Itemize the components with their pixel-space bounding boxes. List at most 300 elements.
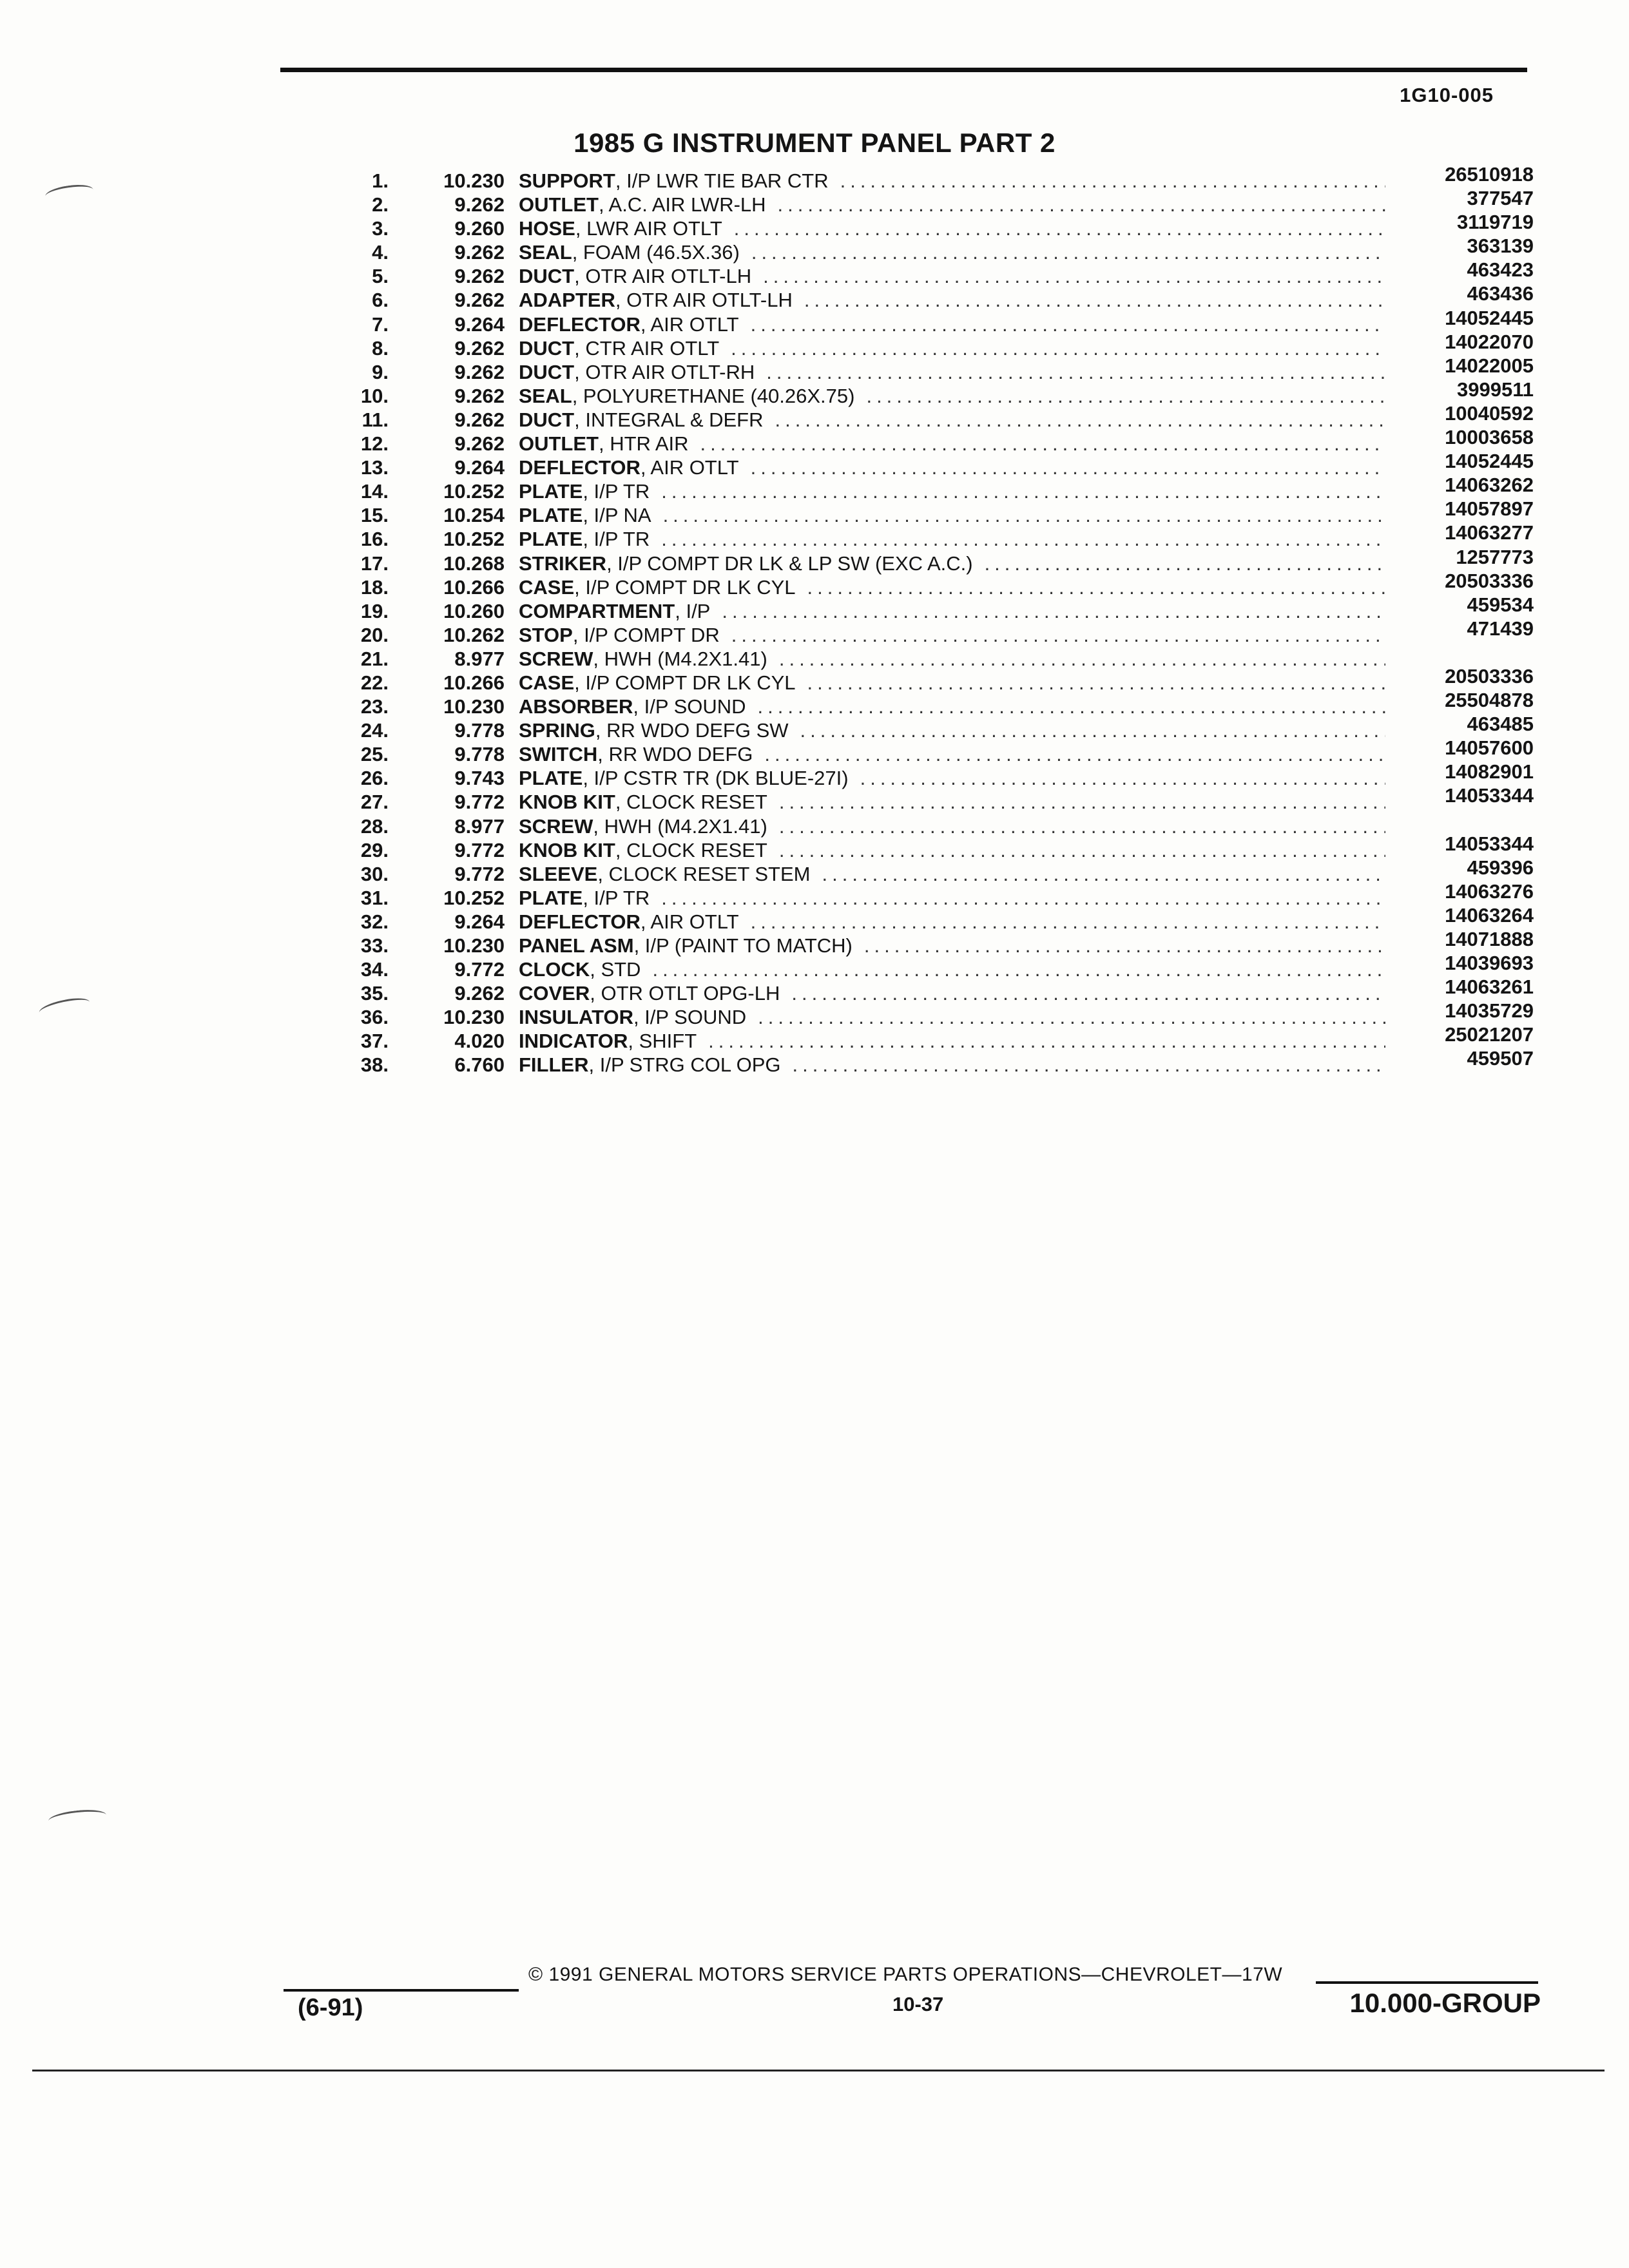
part-number: 20503336 (1445, 569, 1534, 592)
item-number: 1. (372, 169, 389, 192)
part-row (338, 856, 1534, 886)
part-name: COVER (519, 982, 590, 1005)
part-description (519, 886, 1405, 910)
part-name: DUCT (519, 408, 575, 431)
part-number: 14071888 (1445, 928, 1534, 950)
part-number: 10040592 (1445, 401, 1534, 425)
part-row (338, 832, 1534, 862)
item-number: 23. (360, 695, 389, 718)
part-row (338, 999, 1534, 1029)
part-name: SEAL (519, 384, 572, 407)
part-number: 14053344 (1445, 832, 1534, 855)
header-rule (280, 68, 1527, 72)
part-name: PLATE (519, 504, 583, 527)
part-name: SLEEVE (519, 862, 598, 885)
bottom-rule (32, 2070, 1605, 2071)
part-row (338, 736, 1534, 766)
part-description (519, 695, 1405, 718)
ref-number: 9.262 (454, 193, 505, 216)
margin-mark (48, 1807, 107, 1828)
part-description (519, 910, 1405, 934)
item-number: 8. (372, 336, 389, 360)
part-row (338, 401, 1534, 432)
part-name: PLATE (519, 767, 583, 790)
ref-number: 9.778 (454, 719, 505, 742)
item-number: 32. (360, 910, 389, 933)
part-description (519, 360, 1405, 384)
ref-number: 9.262 (454, 360, 505, 383)
part-number: 3119719 (1457, 211, 1534, 234)
dot-leader (751, 456, 1385, 479)
part-description (519, 599, 1405, 623)
part-description (519, 336, 1405, 360)
part-number: 459396 (1467, 856, 1534, 879)
ref-number: 9.262 (454, 289, 505, 312)
part-description (519, 1029, 1405, 1053)
part-name: INSULATOR (519, 1006, 633, 1029)
part-detail: , CLOCK RESET (615, 838, 767, 861)
ref-number: 10.266 (443, 575, 505, 599)
part-detail: , I/P SOUND (633, 1006, 747, 1029)
part-description (519, 552, 1405, 575)
part-detail: , HWH (M4.2X1.41) (593, 814, 767, 838)
part-detail: , OTR OTLT OPG-LH (590, 982, 780, 1005)
part-description (519, 766, 1405, 790)
part-description (519, 981, 1405, 1005)
part-row (338, 378, 1534, 408)
part-name: SCREW (519, 647, 593, 670)
ref-number: 9.772 (454, 838, 505, 861)
part-row (338, 975, 1534, 1005)
footer-copyright: © 1991 GENERAL MOTORS SERVICE PARTS OPERATIONS—CHEVROLET—17W (528, 1964, 1283, 1985)
part-row (338, 569, 1534, 599)
ref-number: 9.264 (454, 456, 505, 479)
dot-leader (661, 527, 1385, 551)
ref-number: 9.262 (454, 384, 505, 407)
part-name: PLATE (519, 528, 583, 551)
part-number: 14057897 (1445, 497, 1534, 521)
ref-number: 8.977 (454, 647, 505, 670)
part-description (519, 408, 1405, 432)
part-number: 14039693 (1445, 952, 1534, 975)
part-description (519, 503, 1405, 527)
part-description (519, 456, 1405, 479)
item-number: 36. (360, 1006, 389, 1029)
part-number: 14052445 (1445, 450, 1534, 473)
part-name: CLOCK (519, 958, 590, 981)
part-number: 14022005 (1445, 354, 1534, 377)
dot-leader (758, 695, 1385, 718)
ref-number: 9.260 (454, 217, 505, 240)
footer-rule-right (1316, 1981, 1538, 1984)
part-row (338, 163, 1534, 193)
part-description (519, 193, 1405, 216)
dot-leader (791, 981, 1385, 1005)
ref-number: 9.772 (454, 958, 505, 981)
dot-leader (731, 336, 1385, 360)
part-number: 14052445 (1445, 306, 1534, 329)
item-number: 22. (360, 671, 389, 694)
part-row (338, 928, 1534, 957)
item-number: 12. (360, 432, 389, 456)
dot-leader (708, 1029, 1385, 1053)
part-row (338, 497, 1534, 527)
item-number: 10. (360, 384, 389, 407)
part-detail: , OTR AIR OTLT-LH (574, 265, 752, 288)
item-number: 11. (361, 408, 389, 431)
part-name: SWITCH (519, 743, 598, 766)
part-number: 10003658 (1445, 426, 1534, 449)
item-number: 33. (360, 934, 389, 957)
item-number: 25. (360, 743, 389, 766)
part-detail: , AIR OTLT (640, 312, 739, 336)
part-row (338, 952, 1534, 981)
part-row (338, 814, 1534, 838)
dot-leader (778, 193, 1385, 216)
item-number: 16. (360, 528, 389, 551)
item-number: 35. (360, 982, 389, 1005)
ref-number: 6.760 (454, 1053, 505, 1077)
item-number: 13. (360, 456, 389, 479)
part-number: 14035729 (1445, 999, 1534, 1023)
part-description (519, 432, 1405, 456)
part-name: DUCT (519, 265, 575, 288)
ref-number: 9.778 (454, 743, 505, 766)
part-row (338, 647, 1534, 671)
part-detail: , INTEGRAL & DEFR (574, 408, 764, 431)
dot-leader (734, 216, 1385, 240)
ref-number: 9.264 (454, 312, 505, 336)
dot-leader (731, 623, 1385, 647)
dot-leader (751, 240, 1385, 264)
part-name: PLATE (519, 480, 583, 503)
part-detail: , AIR OTLT (640, 910, 739, 933)
part-description (519, 216, 1405, 240)
dot-leader (807, 575, 1385, 599)
item-number: 27. (360, 791, 389, 814)
part-number: 471439 (1467, 617, 1534, 640)
part-number: 14022070 (1445, 330, 1534, 353)
dot-leader (866, 384, 1385, 408)
part-name: DEFLECTOR (519, 910, 641, 933)
part-detail: , AIR OTLT (640, 456, 739, 479)
dot-leader (822, 862, 1386, 886)
part-row (338, 713, 1534, 742)
dot-leader (766, 360, 1385, 384)
ref-number: 10.230 (443, 695, 505, 718)
part-name: COMPARTMENT (519, 599, 675, 622)
part-description (519, 169, 1405, 193)
part-number: 363139 (1467, 235, 1534, 258)
part-row (338, 903, 1534, 934)
part-row (338, 689, 1534, 718)
ref-number: 9.262 (454, 336, 505, 360)
ref-number: 10.230 (443, 934, 505, 957)
dot-leader (985, 552, 1385, 575)
part-number: 14063262 (1445, 474, 1534, 497)
item-number: 37. (360, 1030, 389, 1053)
ref-number: 4.020 (454, 1030, 505, 1053)
dot-leader (700, 432, 1385, 456)
part-row (338, 664, 1534, 695)
ref-number: 10.262 (443, 623, 505, 646)
part-row (338, 450, 1534, 479)
part-number: 14063276 (1445, 879, 1534, 903)
part-detail: , I/P SOUND (633, 695, 746, 718)
part-name: DEFLECTOR (519, 456, 641, 479)
item-number: 29. (360, 838, 389, 861)
part-name: SPRING (519, 719, 595, 742)
footer-rule-left (284, 1989, 519, 1992)
part-detail: , I/P TR (583, 528, 650, 551)
part-description (519, 312, 1405, 336)
part-description (519, 240, 1405, 264)
part-name: SEAL (519, 241, 572, 264)
dot-leader (763, 264, 1385, 288)
part-description (519, 814, 1405, 838)
ref-number: 9.264 (454, 910, 505, 933)
item-number: 17. (360, 552, 389, 575)
part-row (338, 879, 1534, 910)
part-name: ABSORBER (519, 695, 633, 718)
part-number: 459534 (1467, 593, 1534, 616)
part-detail: , I/P COMPT DR LK & LP SW (EXC A.C.) (606, 552, 973, 575)
item-number: 31. (360, 886, 389, 909)
part-number: 14053344 (1445, 784, 1534, 807)
part-row (338, 235, 1534, 264)
part-name: PANEL ASM (519, 934, 634, 957)
group-label: 10.000-GROUP (1349, 1988, 1541, 2018)
parts-list (338, 163, 1534, 1077)
part-name: DUCT (519, 336, 575, 360)
margin-mark (37, 995, 91, 1020)
ref-number: 9.262 (454, 265, 505, 288)
ref-number: 9.262 (454, 408, 505, 431)
dot-leader (661, 886, 1385, 910)
dot-leader (764, 742, 1385, 766)
item-number: 34. (360, 958, 389, 981)
part-description (519, 862, 1405, 886)
dot-leader (779, 790, 1385, 814)
part-detail: , HTR AIR (599, 432, 689, 456)
item-number: 24. (360, 719, 389, 742)
part-detail: , I/P TR (583, 480, 650, 503)
ref-number: 9.262 (454, 241, 505, 264)
part-number: 377547 (1467, 187, 1534, 210)
ref-number: 10.260 (443, 599, 505, 622)
item-number: 19. (360, 599, 389, 622)
dot-leader (652, 957, 1385, 981)
part-detail: , FOAM (46.5X.36) (572, 241, 740, 264)
item-number: 3. (372, 217, 389, 240)
dot-leader (860, 766, 1385, 790)
ref-number: 10.252 (443, 886, 505, 909)
part-number: 26510918 (1445, 163, 1534, 186)
part-description (519, 384, 1405, 408)
part-row (338, 760, 1534, 790)
part-detail: , LWR AIR OTLT (575, 217, 722, 240)
part-detail: , I/P LWR TIE BAR CTR (615, 169, 829, 192)
dot-leader (775, 408, 1385, 432)
ref-number: 9.262 (454, 982, 505, 1005)
item-number: 38. (360, 1053, 389, 1077)
dot-leader (864, 934, 1385, 957)
part-row (338, 187, 1534, 216)
item-number: 18. (360, 575, 389, 599)
part-description (519, 288, 1405, 312)
ref-number: 10.230 (443, 1006, 505, 1029)
ref-number: 9.772 (454, 791, 505, 814)
part-row (338, 593, 1534, 623)
part-name: OUTLET (519, 193, 599, 216)
ref-number: 10.268 (443, 552, 505, 575)
part-description (519, 790, 1405, 814)
part-name: PLATE (519, 886, 583, 909)
part-number: 14063261 (1445, 975, 1534, 999)
ref-number: 8.977 (454, 814, 505, 838)
part-detail: , SHIFT (628, 1030, 697, 1053)
part-detail: , RR WDO DEFG (597, 743, 753, 766)
part-detail: , OTR AIR OTLT-LH (615, 289, 793, 312)
part-name: KNOB KIT (519, 791, 615, 814)
dot-leader (751, 910, 1385, 934)
ref-number: 10.266 (443, 671, 505, 694)
ref-number: 10.252 (443, 480, 505, 503)
dot-leader (779, 814, 1385, 838)
part-description (519, 647, 1405, 671)
part-detail: , POLYURETHANE (40.26X.75) (572, 384, 855, 407)
part-name: HOSE (519, 217, 575, 240)
part-detail: , I/P (675, 599, 711, 622)
item-number: 7. (372, 312, 389, 336)
part-detail: , HWH (M4.2X1.41) (593, 647, 767, 670)
part-number: 14082901 (1445, 760, 1534, 783)
part-row (338, 521, 1534, 551)
part-number: 25504878 (1445, 689, 1534, 712)
part-number: 14063277 (1445, 521, 1534, 544)
dot-leader (793, 1053, 1385, 1077)
part-detail: , I/P NA (583, 504, 651, 527)
part-detail: , CTR AIR OTLT (574, 336, 720, 360)
ref-number: 9.772 (454, 862, 505, 885)
ref-number: 10.230 (443, 169, 505, 192)
dot-leader (779, 838, 1385, 862)
ref-number: 9.262 (454, 432, 505, 456)
part-number: 25021207 (1445, 1023, 1534, 1046)
item-number: 15. (360, 504, 389, 527)
part-number: 14057600 (1445, 736, 1534, 760)
item-number: 6. (372, 289, 389, 312)
item-number: 28. (360, 814, 389, 838)
part-detail: , I/P TR (583, 886, 650, 909)
part-description (519, 957, 1405, 981)
part-name: DUCT (519, 360, 575, 383)
margin-mark (44, 182, 94, 204)
part-detail: , A.C. AIR LWR-LH (599, 193, 766, 216)
part-detail: , I/P CSTR TR (DK BLUE-27I) (583, 767, 849, 790)
part-detail: , I/P COMPT DR (572, 623, 720, 646)
part-description (519, 1053, 1405, 1077)
part-description (519, 527, 1405, 551)
part-number: 1257773 (1456, 545, 1534, 568)
ref-number: 10.254 (443, 504, 505, 527)
part-row (338, 330, 1534, 360)
part-row (338, 258, 1534, 288)
part-description (519, 838, 1405, 862)
part-row (338, 545, 1534, 575)
part-number: 14063264 (1445, 903, 1534, 927)
item-number: 21. (360, 647, 389, 670)
part-name: SUPPORT (519, 169, 615, 192)
part-number: 3999511 (1457, 378, 1534, 401)
part-number: 463436 (1467, 282, 1534, 305)
part-name: STRIKER (519, 552, 607, 575)
item-number: 2. (372, 193, 389, 216)
part-description (519, 575, 1405, 599)
dot-leader (663, 503, 1385, 527)
part-detail: , CLOCK RESET (615, 791, 767, 814)
part-description (519, 479, 1405, 503)
part-name: CASE (519, 575, 575, 599)
dot-leader (840, 169, 1385, 193)
part-description (519, 718, 1405, 742)
footer-date: (6-91) (298, 1994, 363, 2021)
part-name: STOP (519, 623, 573, 646)
part-row (338, 426, 1534, 456)
item-number: 14. (360, 480, 389, 503)
part-name: CASE (519, 671, 575, 694)
part-detail: , I/P (PAINT TO MATCH) (633, 934, 853, 957)
item-number: 30. (360, 862, 389, 885)
dot-leader (758, 1005, 1385, 1029)
part-description (519, 742, 1405, 766)
part-name: ADAPTER (519, 289, 615, 312)
ref-number: 10.252 (443, 528, 505, 551)
part-row (338, 1047, 1534, 1077)
part-detail: , I/P COMPT DR LK CYL (574, 671, 796, 694)
part-detail: , STD (590, 958, 641, 981)
ref-number: 9.743 (454, 767, 505, 790)
part-row (338, 474, 1534, 503)
dot-leader (807, 671, 1385, 695)
item-number: 20. (360, 623, 389, 646)
part-description (519, 623, 1405, 647)
dot-leader (751, 312, 1385, 336)
dot-leader (661, 479, 1385, 503)
part-name: DEFLECTOR (519, 312, 641, 336)
part-detail: , I/P COMPT DR LK CYL (574, 575, 796, 599)
item-number: 26. (360, 767, 389, 790)
dot-leader (800, 718, 1385, 742)
part-description (519, 1005, 1405, 1029)
part-row (338, 784, 1534, 814)
item-number: 9. (372, 360, 389, 383)
dot-leader (804, 288, 1385, 312)
part-description (519, 934, 1405, 957)
part-description (519, 264, 1405, 288)
part-number: 459507 (1467, 1047, 1534, 1070)
part-name: SCREW (519, 814, 593, 838)
part-row (338, 354, 1534, 384)
item-number: 5. (372, 265, 389, 288)
document-code: 1G10-005 (1400, 84, 1494, 106)
dot-leader (779, 647, 1385, 671)
part-name: KNOB KIT (519, 838, 615, 861)
page-number: 10-37 (892, 1993, 944, 2015)
part-row (338, 1023, 1534, 1053)
part-row (338, 617, 1534, 647)
part-description (519, 671, 1405, 695)
